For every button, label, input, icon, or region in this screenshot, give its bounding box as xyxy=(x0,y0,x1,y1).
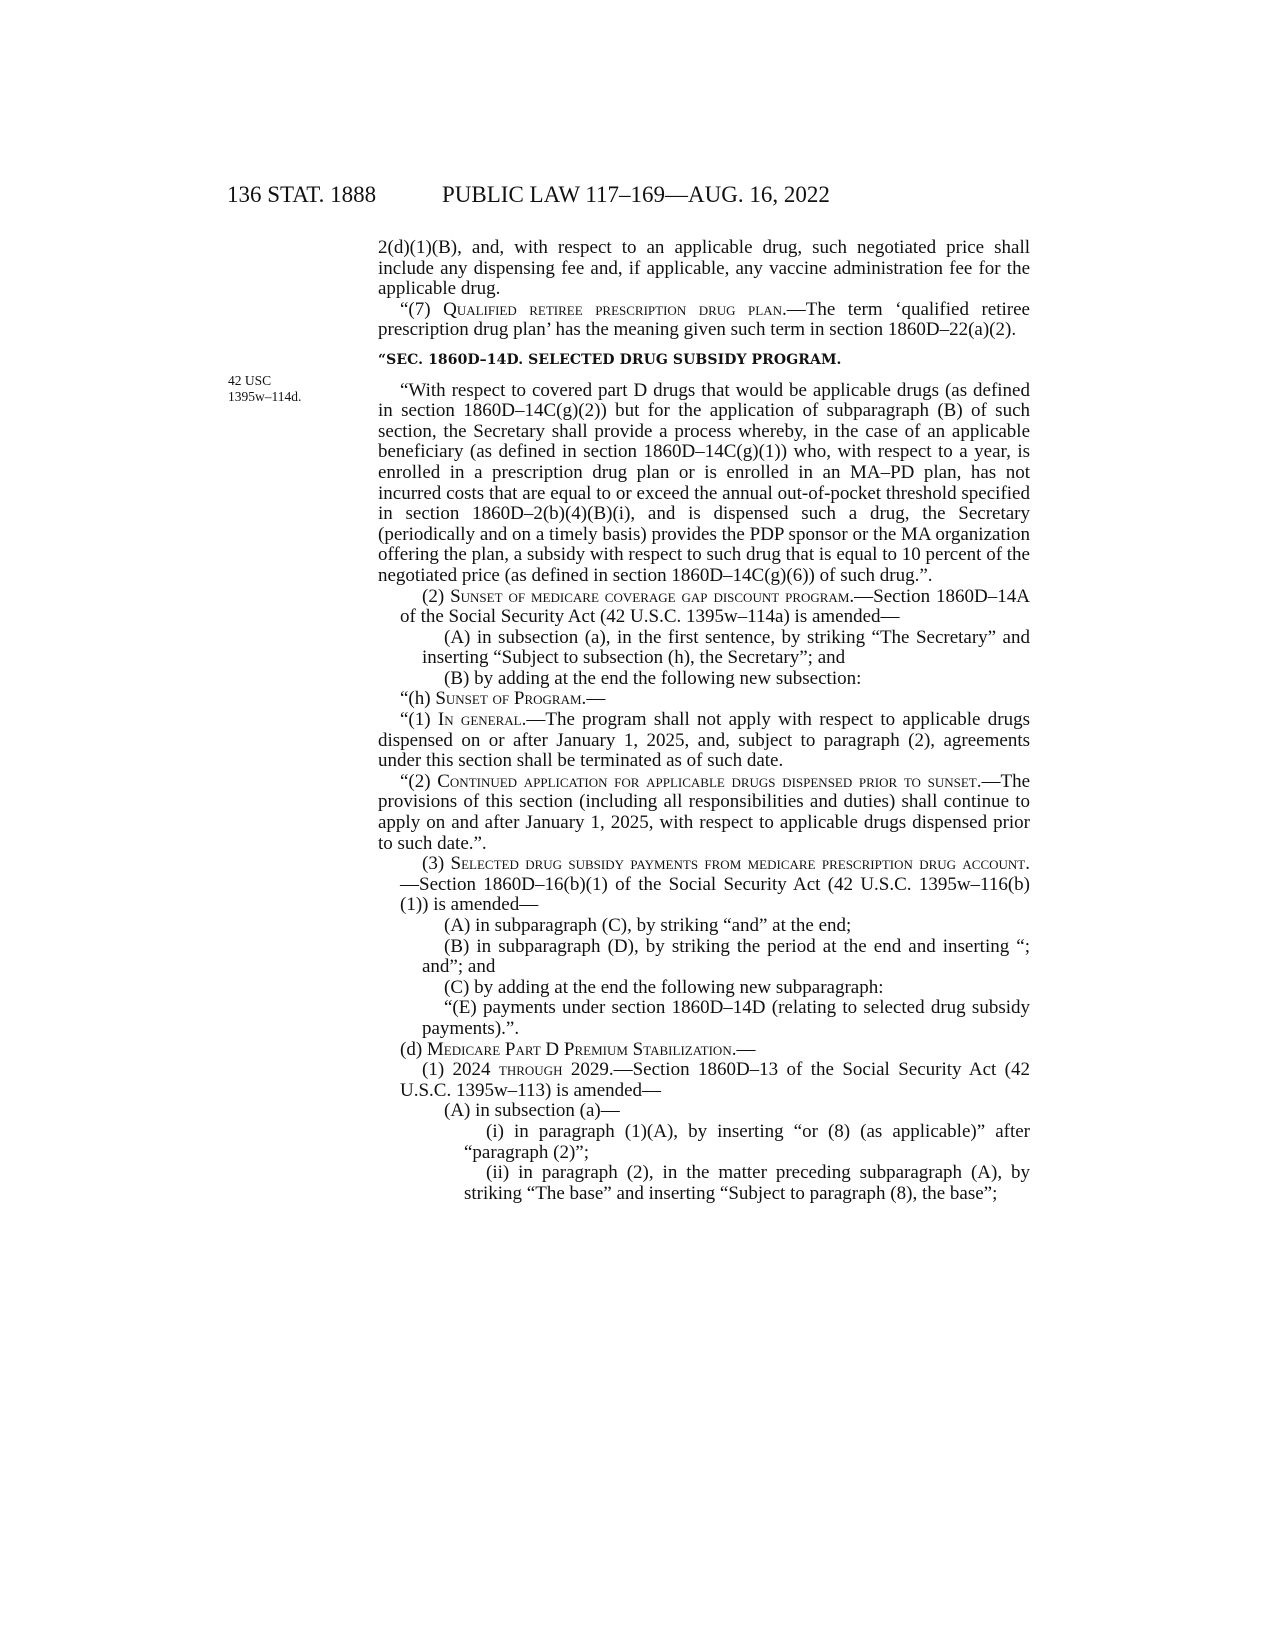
subparagraph-c: (C) by adding at the end the following new subparagraph: xyxy=(444,976,884,998)
section-heading: “SEC. 1860D–14D. SELECTED DRUG SUBSIDY PROGRAM. xyxy=(378,351,842,368)
page-header xyxy=(0,182,1275,212)
clause-i: (i) in paragraph (1)(A), by inserting “or (8) (as applicable)” after “paragraph (2)”; xyxy=(464,1120,1030,1163)
subparagraph-b: (B) by adding at the end the following new subsection: xyxy=(444,667,862,689)
subsection-h: “(h) Sunset of Program.— xyxy=(400,688,606,710)
subparagraph-a: (A) in subparagraph (C), by striking “and” at the end; xyxy=(444,915,852,936)
paragraph-2: (2) Sunset of medicare coverage gap discount program.—Section 1860D–14A of the Social Security Act (42 U.S.C. 1395w–114a) is amended— xyxy=(400,585,1030,628)
subparagraph-a: (A) in subsection (a), in the first sentence, by striking “The Secretary” and inserting “Subject to subsection (h), the Secretary”; and xyxy=(422,626,1030,669)
stat-page-number: 136 STAT. 1888 xyxy=(227,182,377,207)
paragraph-definition-7: “(7) Qualified retiree prescription drug plan.—The term ‘qualified retiree prescription drug plan’ has the meaning given such term in section 1860D–22(a)(2). xyxy=(378,298,1030,341)
paragraph-heading: In general. xyxy=(437,709,527,731)
subparagraph-b: (B) in subparagraph (D), by striking the period at the end and inserting “; and”; and xyxy=(422,935,1030,978)
paragraph-3: (3) Selected drug subsidy payments from medicare prescription drug account.—Section 1860D–16(b)(1) of the Social Security Act (42 U.S.C. 1395w–116(b)(1)) is amended— xyxy=(400,853,1030,916)
subsection-heading: Medicare Part D Premium Stabilization. xyxy=(426,1038,737,1060)
paragraph-heading: Continued application for applicable drugs dispensed prior to sunset. xyxy=(437,770,982,792)
paragraph-heading: 2024 through 2029. xyxy=(452,1059,614,1081)
margin-citation-line2: 1395w–114d. xyxy=(228,389,302,404)
paragraph-1: (1) 2024 through 2029.—Section 1860D–13 of the Social Security Act (42 U.S.C. 1395w–113) is amended— xyxy=(400,1059,1030,1101)
subparagraph-e: “(E) payments under section 1860D–14D (relating to selected drug subsidy payments).”. xyxy=(422,997,1030,1039)
running-title: PUBLIC LAW 117–169—AUG. 16, 2022 xyxy=(442,182,830,207)
subparagraph-a: (A) in subsection (a)— xyxy=(444,1100,620,1122)
margin-citation xyxy=(228,373,301,405)
paragraph-heading: Sunset of medicare coverage gap discount program. xyxy=(450,585,855,607)
paragraph-section-body: “With respect to covered part D drugs that would be applicable drugs (as defined in section 1860D–14C(g)(2)) but for the application of subparagraph (B) of such section, the Secretary shall provide a process whereby, in the case of an applicable beneficiary (as defined in section 1860D–14C(g)(1)) who, with respect to a year, is enrolled in a prescription drug plan or is enrolled in an MA–PD plan, has not incurred costs that are equal to or exceed the annual out-of-pocket threshold specified in section 1860D–2(b)(4)(B)(i), and is dispensed such a drug, the Secretary (periodically and on a timely basis) provides the PDP sponsor or the MA organization offering the plan, a subsidy with respect to such drug that is equal to 10 percent of the negotiated price (as defined in section 1860D–14C(g)(6)) of such drug.”. xyxy=(378,379,1030,586)
paragraph-continuation: 2(d)(1)(B), and, with respect to an applicable drug, such negotiated price shall include any dispensing fee and, if applicable, any vaccine administration fee for the applicable drug. xyxy=(378,237,1030,300)
statute-text xyxy=(378,238,1030,1204)
definition-heading: Qualified retiree prescription drug plan. xyxy=(443,298,787,320)
subsection-d: (d) Medicare Part D Premium Stabilization.— xyxy=(400,1038,756,1060)
subsection-heading: Sunset of Program. xyxy=(435,688,587,710)
paragraph-heading: Selected drug subsidy payments from medicare prescription drug account. xyxy=(450,853,1030,875)
paragraph-h2: “(2) Continued application for applicable drugs dispensed prior to sunset.—The provisions of this section (including all responsibilities and duties) shall continue to apply on and after January 1, 2025, with respect to applicable drugs dispensed prior to such date.”. xyxy=(378,770,1031,854)
margin-citation-line1: 42 USC xyxy=(228,373,272,388)
paragraph-h1: “(1) In general.—The program shall not apply with respect to applicable drugs dispensed on or after January 1, 2025, and, subject to paragraph (2), agreements under this section shall be terminated as of such date. xyxy=(378,709,1031,772)
clause-ii: (ii) in paragraph (2), in the matter preceding subparagraph (A), by striking “The base” and inserting “Subject to paragraph (8), the base”; xyxy=(464,1162,1030,1204)
